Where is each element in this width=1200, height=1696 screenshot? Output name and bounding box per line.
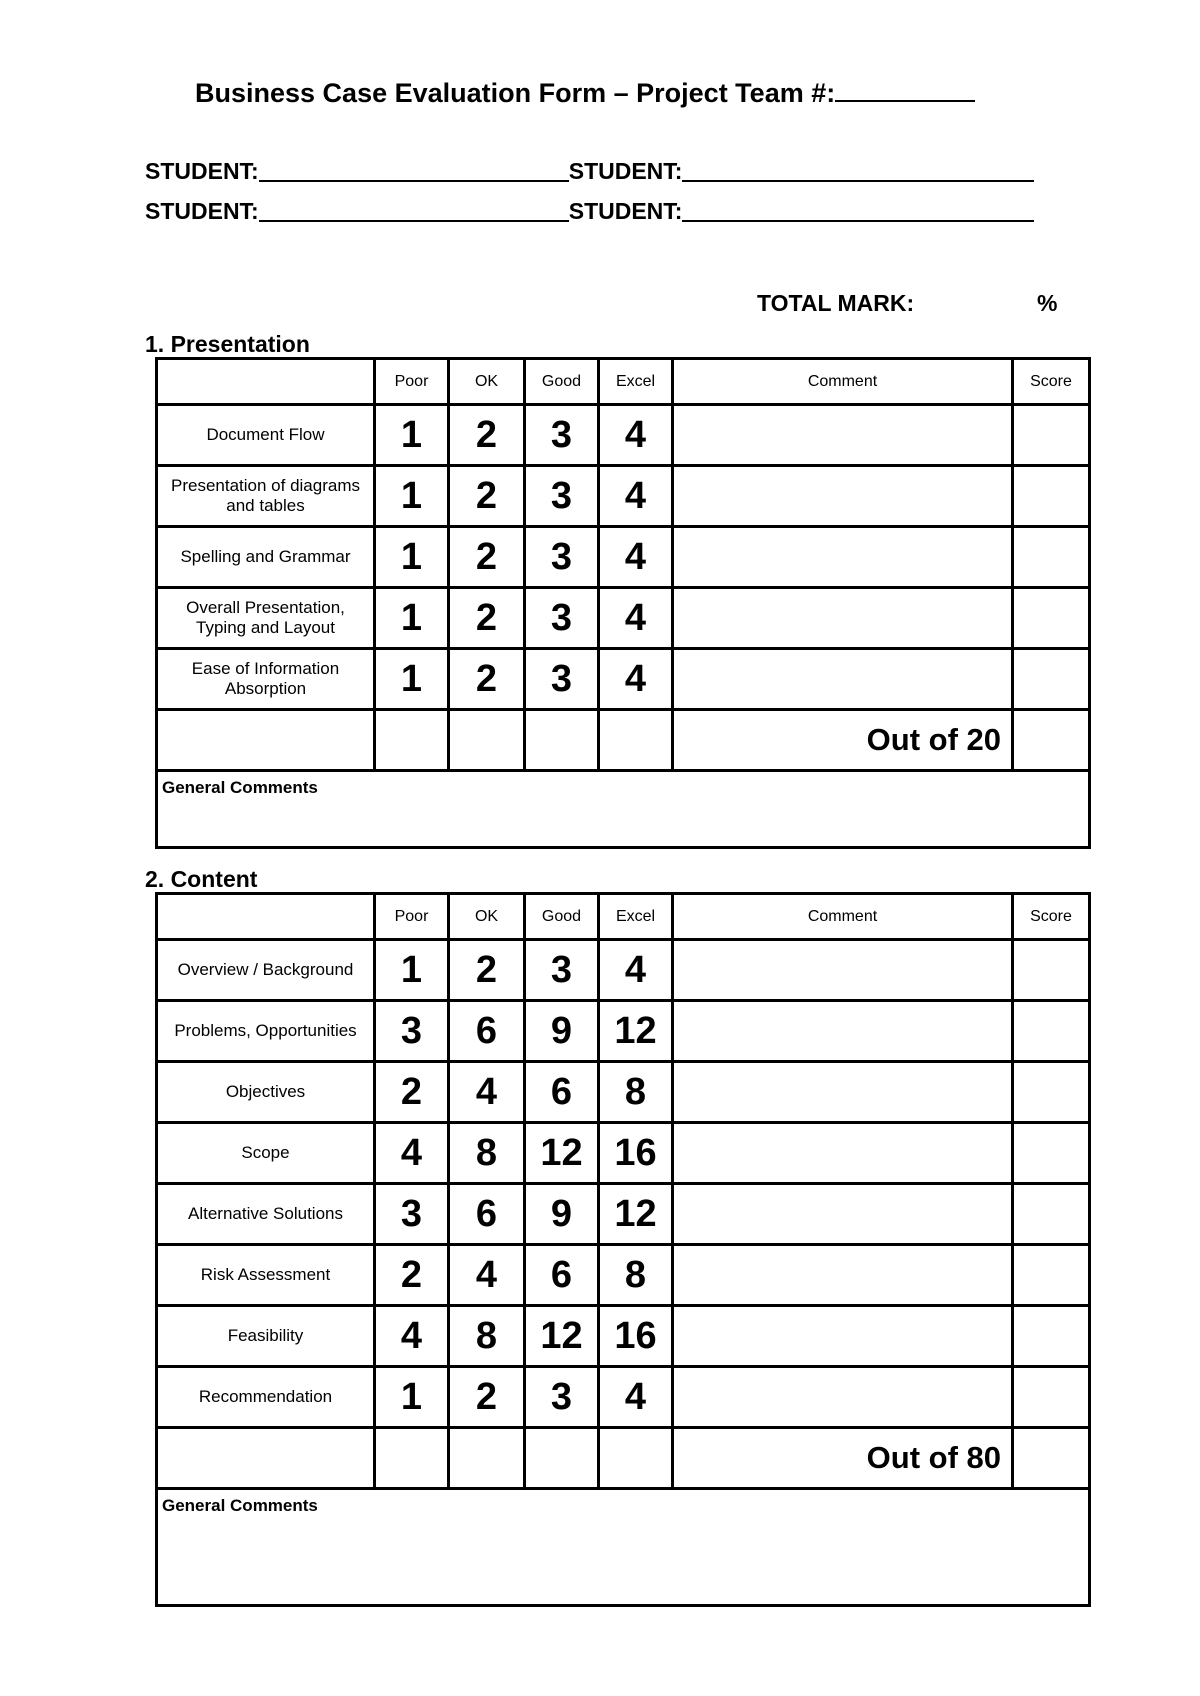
header-comment: Comment [673, 359, 1013, 405]
score-option-poor[interactable]: 2 [375, 1062, 449, 1123]
table-row [157, 588, 1090, 649]
header-poor: Poor [375, 359, 449, 405]
total-mark-label: TOTAL MARK: [757, 290, 915, 316]
student-row-2 [145, 198, 1055, 225]
score-option-good[interactable]: 3 [525, 649, 599, 710]
score-option-poor[interactable]: 1 [375, 1367, 449, 1428]
score-option-poor[interactable]: 2 [375, 1245, 449, 1306]
table-row [157, 405, 1090, 466]
comment-cell[interactable] [673, 405, 1013, 466]
header-criterion-cell [157, 894, 375, 940]
score-option-ok[interactable]: 4 [449, 1062, 525, 1123]
score-option-good[interactable]: 3 [525, 588, 599, 649]
score-option-ok[interactable]: 2 [449, 405, 525, 466]
score-option-poor[interactable]: 1 [375, 527, 449, 588]
comment-cell[interactable] [673, 649, 1013, 710]
comment-cell[interactable] [673, 1184, 1013, 1245]
criterion-label: Alternative Solutions [157, 1184, 375, 1245]
out-of-label: Out of 20 [673, 710, 1013, 771]
score-option-excel[interactable]: 4 [599, 466, 673, 527]
score-option-excel[interactable]: 8 [599, 1245, 673, 1306]
criterion-label: Ease of Information Absorption [157, 649, 375, 710]
score-option-good[interactable]: 3 [525, 1367, 599, 1428]
table-header-row [157, 359, 1090, 405]
criterion-label: Feasibility [157, 1306, 375, 1367]
subtotal-score-cell[interactable] [1013, 1428, 1090, 1489]
criterion-label: Recommendation [157, 1367, 375, 1428]
subtotal-row [157, 1428, 1090, 1489]
general-comments-label: General Comments [162, 778, 318, 797]
comment-cell[interactable] [673, 1001, 1013, 1062]
score-option-excel[interactable]: 4 [599, 940, 673, 1001]
score-option-poor[interactable]: 1 [375, 588, 449, 649]
empty-cell [525, 1428, 599, 1489]
presentation-section-title: 1. Presentation [145, 331, 310, 357]
empty-cell [157, 1428, 375, 1489]
score-option-ok[interactable]: 2 [449, 940, 525, 1001]
header-score: Score [1013, 894, 1090, 940]
score-option-ok[interactable]: 8 [449, 1123, 525, 1184]
score-option-excel[interactable]: 4 [599, 588, 673, 649]
score-option-good[interactable]: 3 [525, 466, 599, 527]
score-option-ok[interactable]: 2 [449, 588, 525, 649]
table-row [157, 649, 1090, 710]
header-comment: Comment [673, 894, 1013, 940]
criterion-label: Overall Presentation, Typing and Layout [157, 588, 375, 649]
table-row [157, 1367, 1090, 1428]
score-option-excel[interactable]: 12 [599, 1184, 673, 1245]
comment-cell[interactable] [673, 940, 1013, 1001]
table-row [157, 940, 1090, 1001]
empty-cell [449, 710, 525, 771]
criterion-label: Presentation of diagrams and tables [157, 466, 375, 527]
table-row [157, 466, 1090, 527]
header-good: Good [525, 359, 599, 405]
header-criterion-cell [157, 359, 375, 405]
header-excel: Excel [599, 894, 673, 940]
student-name-field[interactable] [682, 198, 1034, 222]
score-option-ok[interactable]: 2 [449, 527, 525, 588]
table-row [157, 1001, 1090, 1062]
header-ok: OK [449, 359, 525, 405]
score-option-excel[interactable]: 16 [599, 1306, 673, 1367]
score-cell[interactable] [1013, 405, 1090, 466]
table-row [157, 1062, 1090, 1123]
empty-cell [449, 1428, 525, 1489]
score-cell[interactable] [1013, 1245, 1090, 1306]
form-title-text: Business Case Evaluation Form – Project Team #: [195, 78, 836, 108]
student-label: STUDENT: [568, 158, 683, 184]
criterion-label: Spelling and Grammar [157, 527, 375, 588]
score-option-ok[interactable]: 8 [449, 1306, 525, 1367]
criterion-label: Document Flow [157, 405, 375, 466]
table-row [157, 1123, 1090, 1184]
comment-cell[interactable] [673, 588, 1013, 649]
empty-cell [375, 1428, 449, 1489]
criterion-label: Objectives [157, 1062, 375, 1123]
comment-cell[interactable] [673, 1245, 1013, 1306]
table-row [157, 1184, 1090, 1245]
score-option-good[interactable]: 9 [525, 1184, 599, 1245]
score-option-poor[interactable]: 4 [375, 1123, 449, 1184]
empty-cell [157, 710, 375, 771]
empty-cell [375, 710, 449, 771]
score-option-poor[interactable]: 3 [375, 1001, 449, 1062]
student-name-field[interactable] [682, 158, 1034, 182]
student-name-field[interactable] [259, 198, 569, 222]
team-number-field[interactable] [835, 78, 975, 102]
score-option-excel[interactable]: 4 [599, 649, 673, 710]
score-option-ok[interactable]: 2 [449, 1367, 525, 1428]
score-option-good[interactable]: 3 [525, 527, 599, 588]
score-cell[interactable] [1013, 1123, 1090, 1184]
score-option-good[interactable]: 6 [525, 1245, 599, 1306]
subtotal-score-cell[interactable] [1013, 710, 1090, 771]
student-row-1 [145, 158, 1055, 185]
content-section-title: 2. Content [145, 866, 258, 892]
general-comments-cell[interactable] [157, 771, 1090, 848]
table-row [157, 527, 1090, 588]
empty-cell [599, 710, 673, 771]
score-cell[interactable] [1013, 1306, 1090, 1367]
table-header-row [157, 894, 1090, 940]
score-option-excel[interactable]: 4 [599, 1367, 673, 1428]
comment-cell[interactable] [673, 527, 1013, 588]
score-option-good[interactable]: 3 [525, 405, 599, 466]
comment-cell[interactable] [673, 466, 1013, 527]
score-option-ok[interactable]: 4 [449, 1245, 525, 1306]
out-of-label: Out of 80 [673, 1428, 1013, 1489]
header-poor: Poor [375, 894, 449, 940]
header-ok: OK [449, 894, 525, 940]
general-comments-row [157, 771, 1090, 848]
score-option-poor[interactable]: 1 [375, 649, 449, 710]
score-option-excel[interactable]: 16 [599, 1123, 673, 1184]
subtotal-row [157, 710, 1090, 771]
comment-cell[interactable] [673, 1306, 1013, 1367]
score-option-good[interactable]: 12 [525, 1123, 599, 1184]
score-cell[interactable] [1013, 1184, 1090, 1245]
score-cell[interactable] [1013, 1001, 1090, 1062]
criterion-label: Overview / Background [157, 940, 375, 1001]
empty-cell [525, 710, 599, 771]
score-option-ok[interactable]: 6 [449, 1184, 525, 1245]
content-table [155, 892, 1091, 1607]
empty-cell [599, 1428, 673, 1489]
score-option-excel[interactable]: 4 [599, 405, 673, 466]
score-option-excel[interactable]: 12 [599, 1001, 673, 1062]
criterion-label: Risk Assessment [157, 1245, 375, 1306]
table-row [157, 1245, 1090, 1306]
score-option-excel[interactable]: 4 [599, 527, 673, 588]
score-option-good[interactable]: 6 [525, 1062, 599, 1123]
score-cell[interactable] [1013, 588, 1090, 649]
score-cell[interactable] [1013, 649, 1090, 710]
student-label: STUDENT: [145, 198, 259, 224]
score-option-poor[interactable]: 1 [375, 405, 449, 466]
criterion-label: Scope [157, 1123, 375, 1184]
table-row [157, 1306, 1090, 1367]
score-cell[interactable] [1013, 1367, 1090, 1428]
score-option-poor[interactable]: 1 [375, 940, 449, 1001]
score-cell[interactable] [1013, 940, 1090, 1001]
header-excel: Excel [599, 359, 673, 405]
criterion-label: Problems, Opportunities [157, 1001, 375, 1062]
header-good: Good [525, 894, 599, 940]
score-option-ok[interactable]: 2 [449, 466, 525, 527]
student-label: STUDENT: [145, 158, 259, 184]
score-option-poor[interactable]: 3 [375, 1184, 449, 1245]
score-option-poor[interactable]: 1 [375, 466, 449, 527]
presentation-table [155, 357, 1091, 849]
comment-cell[interactable] [673, 1062, 1013, 1123]
score-option-ok[interactable]: 2 [449, 649, 525, 710]
score-option-poor[interactable]: 4 [375, 1306, 449, 1367]
score-cell[interactable] [1013, 1062, 1090, 1123]
student-name-field[interactable] [259, 158, 569, 182]
comment-cell[interactable] [673, 1367, 1013, 1428]
general-comments-cell[interactable] [157, 1489, 1090, 1606]
general-comments-row [157, 1489, 1090, 1606]
score-option-good[interactable]: 9 [525, 1001, 599, 1062]
score-option-ok[interactable]: 6 [449, 1001, 525, 1062]
score-cell[interactable] [1013, 466, 1090, 527]
score-option-excel[interactable]: 8 [599, 1062, 673, 1123]
score-cell[interactable] [1013, 527, 1090, 588]
student-label: STUDENT: [568, 198, 683, 224]
score-option-good[interactable]: 3 [525, 940, 599, 1001]
general-comments-label: General Comments [162, 1496, 318, 1515]
header-score: Score [1013, 359, 1090, 405]
score-option-good[interactable]: 12 [525, 1306, 599, 1367]
total-mark-percent: % [1037, 290, 1058, 316]
comment-cell[interactable] [673, 1123, 1013, 1184]
form-title [195, 78, 975, 109]
